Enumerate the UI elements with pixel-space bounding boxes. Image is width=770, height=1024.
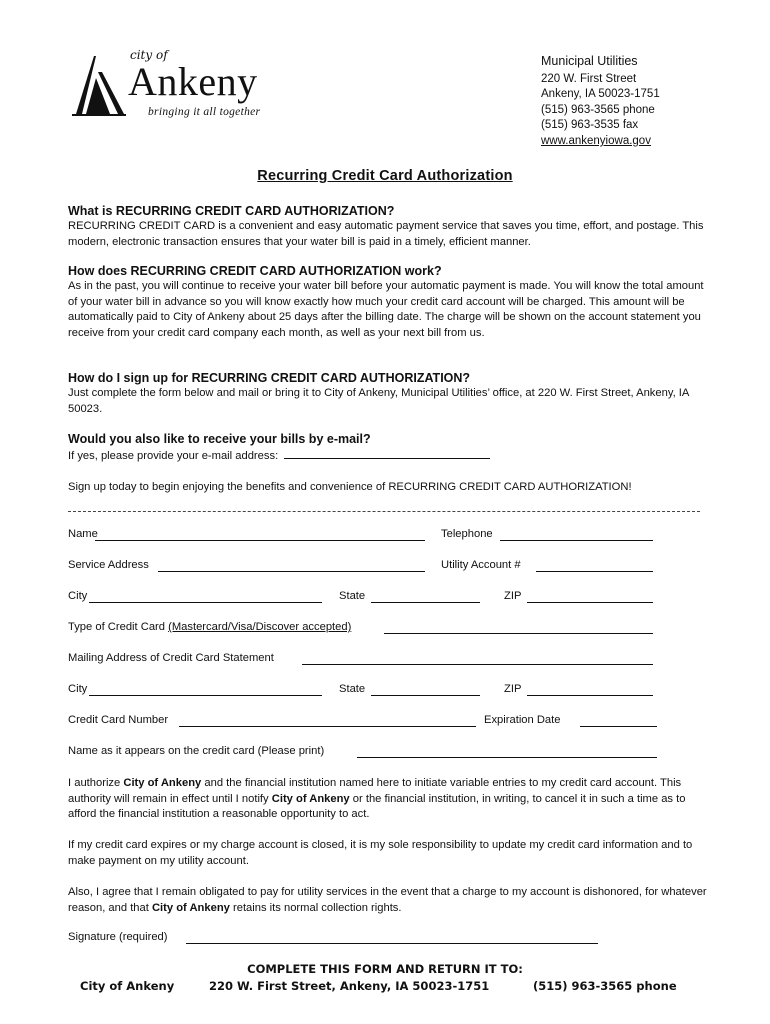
zip-field[interactable]: [527, 602, 653, 603]
mailing-address-label: Mailing Address of Credit Card Statement: [68, 652, 274, 664]
state-label: State: [339, 683, 366, 695]
authorization-paragraph-2: [68, 838, 708, 869]
address-block: [541, 54, 660, 150]
zip-label: ZIP: [504, 683, 522, 695]
card-type-label: Type of Credit Card: [68, 621, 169, 633]
mailing-zip-field[interactable]: [527, 695, 653, 696]
section-email: [68, 432, 708, 465]
card-number-field[interactable]: [179, 726, 476, 727]
auth-text-part: Also, I agree that I remain obligated to pay for utility services in the event that a charge to my account is dishonored, for whatever reason, and that: [68, 886, 707, 914]
form-row-service: [68, 559, 658, 575]
email-line: [68, 447, 708, 465]
state-label: State: [339, 590, 366, 602]
utility-account-label: Utility Account #: [441, 559, 521, 571]
section-question: What is RECURRING CREDIT CARD AUTHORIZATION?: [68, 204, 395, 218]
card-type-field[interactable]: [384, 633, 653, 634]
form-row-card-type: [68, 621, 658, 637]
footer-heading: COMPLETE THIS FORM AND RETURN IT TO:: [247, 962, 523, 976]
address-fax: (515) 963-3535 fax: [541, 119, 639, 132]
authorization-paragraph-3: [68, 885, 708, 916]
section-question: Would you also like to receive your bills by e-mail?: [68, 432, 371, 446]
name-on-card-field[interactable]: [357, 757, 657, 758]
state-field[interactable]: [371, 602, 480, 603]
section-how: [68, 264, 708, 341]
auth-text-part: or the financial institution, in writing, to cancel it in such a time as to afford the financial institution a reasonable opportunity to act.: [68, 792, 686, 821]
form-row-city-2: [68, 683, 658, 699]
telephone-field[interactable]: [500, 540, 653, 541]
section-answer: Just complete the form below and mail or bring it to City of Ankeny, Municipal Utilities’ office, at 220 W. First Street, Ankeny, IA 50023.: [68, 387, 689, 415]
signature-field[interactable]: [186, 943, 598, 944]
card-type-accepted: (Mastercard/Visa/Discover accepted): [168, 621, 352, 633]
auth-text-part: and the financial institution named here to initiate variable entries to my credit card account. This authority will remain in effect until I notify: [68, 777, 682, 805]
section-question: How does RECURRING CREDIT CARD AUTHORIZATION work?: [68, 264, 442, 278]
name-label: Name: [68, 528, 98, 540]
section-answer: As in the past, you will continue to receive your water bill before your automatic payment is made. You will know the total amount of your water bill in advance so you will know exactly how much your credit card account will be charged. This amount will be automatically paid to City of Ankeny about 25 days after the billing date. The charge will be shown on the account statement you receive from your credit card company each month, as well as your next bill from us.: [68, 280, 704, 339]
footer-address: 220 W. First Street, Ankeny, IA 50023-1751: [209, 979, 490, 993]
expiration-field[interactable]: [580, 726, 657, 727]
logo-name: Ankeny: [128, 59, 258, 104]
section-answer: RECURRING CREDIT CARD is a convenient and easy automatic payment service that saves you time, effort, and postage. This modern, electronic transaction ensures that your water bill is paid in a timely, efficient manner.: [68, 220, 704, 248]
section-signup: [68, 371, 708, 417]
form-row-name-on-card: [68, 745, 658, 761]
website-link[interactable]: www.ankenyiowa.gov: [541, 134, 651, 147]
address-street: 220 W. First Street: [541, 72, 637, 85]
city-logo: [72, 48, 282, 123]
address-phone: (515) 963-3565 phone: [541, 103, 655, 116]
service-address-field[interactable]: [158, 571, 425, 572]
email-prompt: If yes, please provide your e-mail address:: [68, 450, 279, 462]
section-what: [68, 204, 708, 250]
logo-tagline: bringing it all together: [148, 106, 261, 118]
authorization-text: If my credit card expires or my charge account is closed, it is my sole responsibility to update my credit card information and to make payment on my utility account.: [68, 839, 693, 867]
form-row-card-number: [68, 714, 658, 730]
section-question: How do I sign up for RECURRING CREDIT CARD AUTHORIZATION?: [68, 371, 471, 385]
zip-label: ZIP: [504, 590, 522, 602]
telephone-label: Telephone: [441, 528, 493, 540]
service-address-label: Service Address: [68, 559, 149, 571]
logo-city-of: city of: [130, 48, 168, 62]
address-org: Municipal Utilities: [541, 54, 638, 68]
name-on-card-label: Name as it appears on the credit card (Please print): [68, 745, 325, 757]
form-row-signature: [68, 931, 658, 947]
authorization-paragraph-1: [68, 776, 708, 823]
auth-city-name: City of Ankeny: [151, 901, 230, 914]
mailing-city-field[interactable]: [89, 695, 322, 696]
page-title: Recurring Credit Card Authorization: [257, 168, 513, 184]
signup-statement: [68, 480, 708, 496]
utility-account-field[interactable]: [536, 571, 653, 572]
city-field[interactable]: [89, 602, 322, 603]
address-city: Ankeny, IA 50023-1751: [541, 88, 660, 101]
card-number-label: Credit Card Number: [68, 714, 169, 726]
form-row-mailing: [68, 652, 658, 668]
auth-text-part: retains its normal collection rights.: [229, 901, 402, 914]
expiration-label: Expiration Date: [484, 714, 561, 726]
authorization-text: [68, 776, 708, 823]
footer-phone: (515) 963-3565 phone: [533, 979, 677, 993]
ankeny-logo-icon: [72, 52, 126, 118]
email-field[interactable]: [284, 447, 490, 459]
footer-city: City of Ankeny: [80, 979, 175, 993]
authorization-text: [68, 885, 708, 916]
name-field[interactable]: [95, 540, 425, 541]
auth-text-part: I authorize: [68, 777, 124, 789]
cut-line: [68, 511, 700, 512]
city-label: City: [68, 683, 88, 695]
mailing-address-field[interactable]: [302, 664, 653, 665]
card-type-line: [68, 621, 351, 633]
form-row-city-1: [68, 590, 658, 606]
signature-label: Signature (required): [68, 931, 168, 943]
city-label: City: [68, 590, 88, 602]
footer: [0, 962, 770, 993]
mailing-state-field[interactable]: [371, 695, 480, 696]
auth-city-name: City of Ankeny: [123, 777, 202, 789]
signup-text: Sign up today to begin enjoying the benefits and convenience of RECURRING CREDIT CARD AUTHORIZATION!: [68, 481, 632, 493]
auth-city-name: City of Ankeny: [271, 792, 350, 805]
form-row-name: [68, 528, 658, 544]
